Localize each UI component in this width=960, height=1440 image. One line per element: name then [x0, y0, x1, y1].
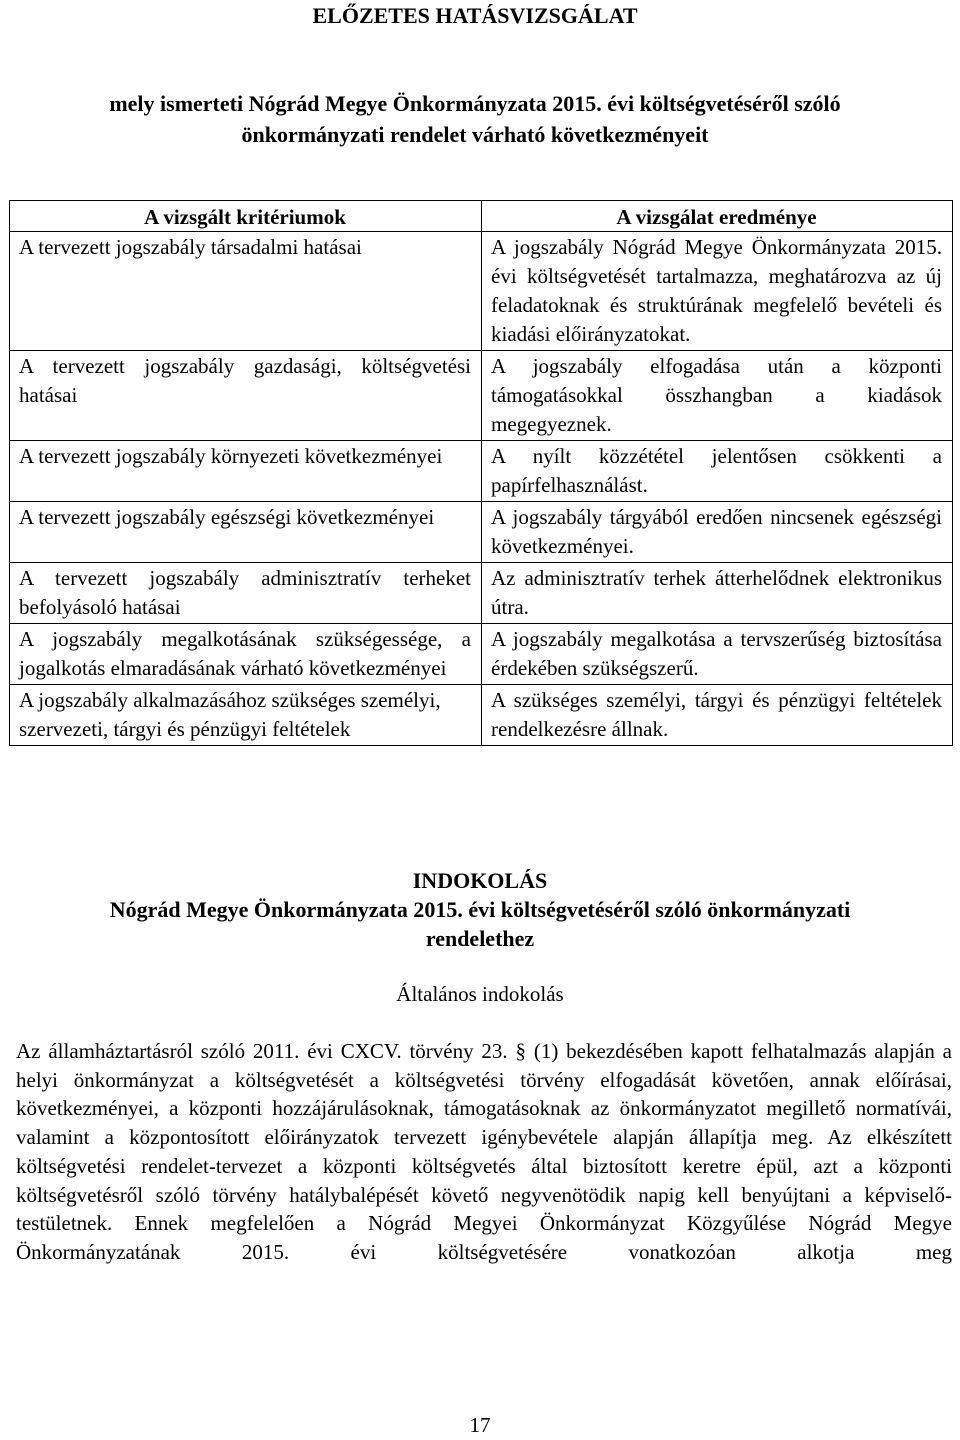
indoklas-subtitle-line-2: rendelethez	[425, 926, 535, 951]
impact-assessment-table	[9, 200, 953, 746]
result-cell: A jogszabály megalkotása a tervszerűség biztosítása érdekében szükségszerű.	[482, 624, 953, 685]
result-cell: A jogszabály elfogadása után a központi támogatásokkal összhangban a kiadások megegyeznek.	[482, 351, 953, 441]
table-header-row	[10, 201, 953, 232]
result-cell: A szükséges személyi, tárgyi és pénzügyi feltételek rendelkezésre állnak.	[482, 685, 953, 746]
main-title: ELŐZETES HATÁSVIZSGÁLAT	[312, 3, 638, 28]
criterion-cell: A tervezett jogszabály gazdasági, költségvetési hatásai	[10, 351, 482, 441]
criterion-cell: A tervezett jogszabály egészségi következményei	[10, 502, 482, 563]
indoklas-subtitle-line-1: Nógrád Megye Önkormányzata 2015. évi költségvetéséről szóló önkormányzati	[109, 897, 851, 922]
table-row	[10, 563, 953, 624]
indoklas-title: INDOKOLÁS	[412, 868, 548, 893]
table-row	[10, 624, 953, 685]
subtitle-line-1: mely ismerteti Nógrád Megye Önkormányzata 2015. évi költségvetéséről szóló	[109, 91, 841, 116]
criterion-cell: A jogszabály alkalmazásához szükséges személyi, szervezeti, tárgyi és pénzügyi feltételek	[10, 685, 482, 746]
page-number: 17	[469, 1413, 491, 1437]
result-cell: Az adminisztratív terhek átterhelődnek elektronikus útra.	[482, 563, 953, 624]
table-row	[10, 685, 953, 746]
table-row	[10, 351, 953, 441]
indoklas-subtitle	[0, 895, 960, 953]
table-row	[10, 441, 953, 502]
subtitle	[0, 88, 955, 150]
table-row	[10, 502, 953, 563]
criterion-cell: A tervezett jogszabály környezeti következményei	[10, 441, 482, 502]
column-header-criteria: A vizsgált kritériumok	[10, 201, 482, 232]
criterion-cell: A jogszabály megalkotásának szükségessége, a jogalkotás elmaradásának várható következményei	[10, 624, 482, 685]
subtitle-line-2: önkormányzati rendelet várható következményeit	[241, 122, 709, 147]
table-row	[10, 232, 953, 351]
result-cell: A jogszabály Nógrád Megye Önkormányzata 2015. évi költségvetését tartalmazza, meghatározva az új feladatoknak és struktúrának megfelelő bevételi és kiadási előirányzatokat.	[482, 232, 953, 351]
result-cell: A jogszabály tárgyából eredően nincsenek egészségi következményei.	[482, 502, 953, 563]
criterion-cell: A tervezett jogszabály adminisztratív terheket befolyásoló hatásai	[10, 563, 482, 624]
column-header-result: A vizsgálat eredménye	[482, 201, 953, 232]
justification-paragraph: Az államháztartásról szóló 2011. évi CXCV. törvény 23. § (1) bekezdésében kapott felhatalmazás alapján a helyi önkormányzat a költségvetését a költségvetési törvény elfogadását követően, annak előírásai, következményei, a központi hozzájárulásoknak, támogatásoknak az önkormányzatot megillető normatívái, valamint a központosított előirányzatok tervezett igénybevétele alapján állapítja meg. Az elkészített költségvetési rendelet-tervezet a központi költségvetés által biztosított keretre épül, azt a központi költségvetésről szóló törvény hatálybalépését követő negyvenötödik napig kell benyújtani a képviselő-testületnek. Ennek megfelelően a Nógrád Megyei Önkormányzat Közgyűlése Nógrád Megye Önkormányzatának 2015. évi költségvetésére vonatkozóan alkotja meg	[16, 1039, 952, 1264]
criterion-cell: A tervezett jogszabály társadalmi hatásai	[10, 232, 482, 351]
general-justification-heading: Általános indokolás	[396, 982, 564, 1006]
result-cell: A nyílt közzététel jelentősen csökkenti a papírfelhasználást.	[482, 441, 953, 502]
